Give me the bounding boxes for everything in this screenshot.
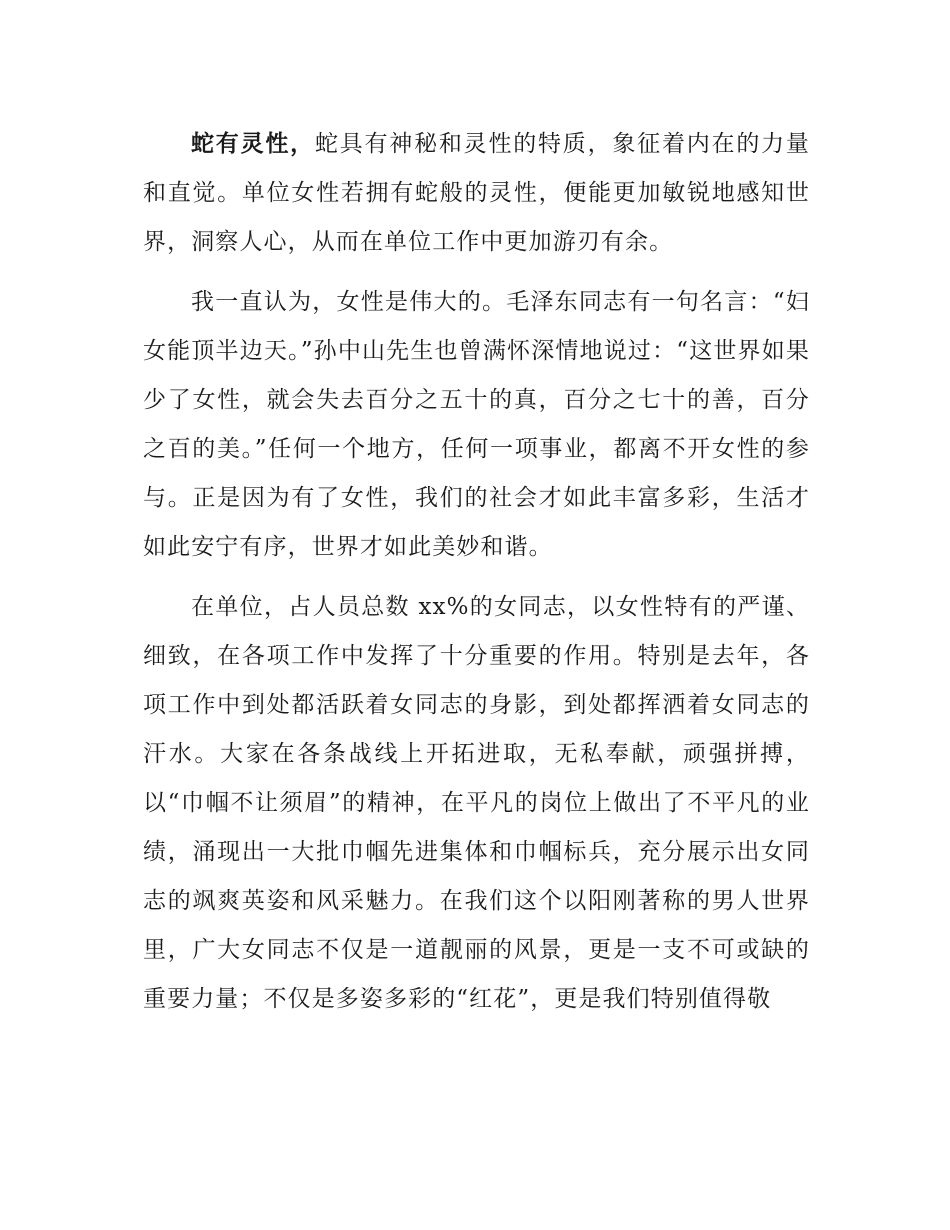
paragraph-women-greatness: [143, 278, 810, 572]
paragraph-snake-spirit: [143, 120, 810, 267]
document-page: [143, 120, 810, 1035]
paragraph-women-in-unit: [143, 583, 810, 1024]
paragraph-body-text: 我一直认为，女性是伟大的。毛泽东同志有一句名言：“妇女能顶半边天。”孙中山先生也曾满怀深情地说过：“这世界如果少了女性，就会失去百分之五十的真，百分之七十的善，百分之百的美。”任何一个地方，任何一项事业，都离不开女性的参与。正是因为有了女性，我们的社会才如此丰富多彩，生活才如此安宁有序，世界才如此美妙和谐。: [143, 289, 810, 560]
paragraph-body-text: 蛇具有神秘和灵性的特质，象征着内在的力量和直觉。单位女性若拥有蛇般的灵性，便能更加敏锐地感知世界，洞察人心，从而在单位工作中更加游刃有余。: [143, 131, 810, 255]
paragraph-lead-heading: 蛇有灵性，: [191, 131, 315, 157]
paragraph-body-text: 在单位，占人员总数 xx%的女同志，以女性特有的严谨、细致，在各项工作中发挥了十分重要的作用。特别是去年，各项工作中到处都活跃着女同志的身影，到处都挥洒着女同志的汗水。大家在各条战线上开拓进取，无私奉献，顽强拼搏，以“巾帼不让须眉”的精神，在平凡的岗位上做出了不平凡的业绩，涌现出一大批巾帼先进集体和巾帼标兵，充分展示出女同志的飒爽英姿和风采魅力。在我们这个以阳刚著称的男人世界里，广大女同志不仅是一道靓丽的风景，更是一支不可或缺的重要力量；不仅是多姿多彩的“红花”，更是我们特别值得敬: [143, 594, 810, 1012]
